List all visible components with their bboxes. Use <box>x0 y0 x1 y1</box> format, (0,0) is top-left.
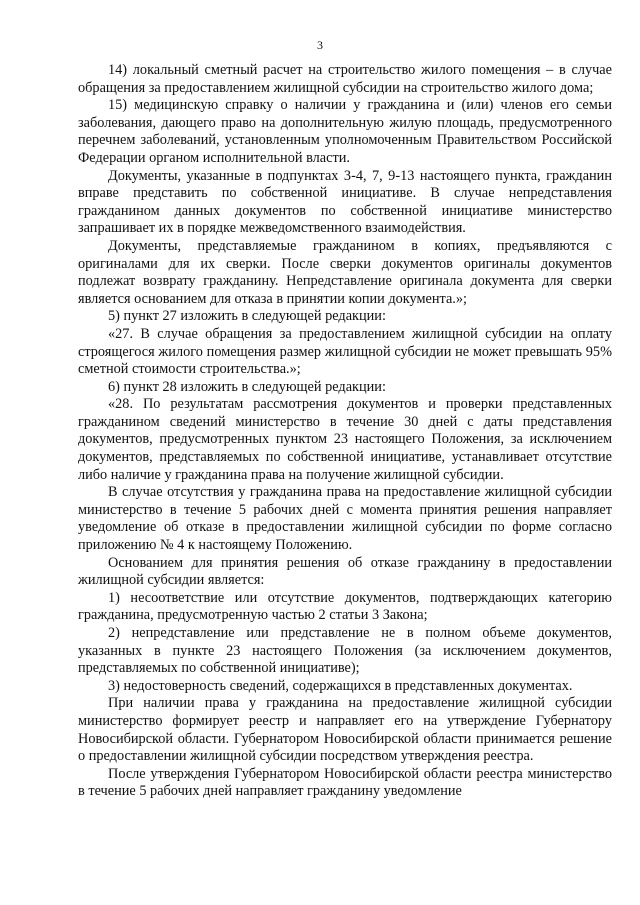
paragraph: 2) непредставление или представление не в полном объеме документов, указанных в пункте 23 настоящего Положения (за исключением документов, представляемых по собственной инициативе); <box>78 625 612 677</box>
page-number: 3 <box>317 38 323 52</box>
document-body <box>78 62 612 801</box>
paragraph: 3) недостоверность сведений, содержащихся в представленных документах. <box>108 677 573 694</box>
paragraph: Документы, указанные в подпунктах 3-4, 7, 9-13 настоящего пункта, гражданин вправе представить по собственной инициативе. В случае непредставления гражданином данных документов по собственной инициативе министерство запрашивает их в порядке межведомственного взаимодействия. <box>78 167 612 237</box>
paragraph: «28. По результатам рассмотрения документов и проверки представленных гражданином сведений министерство в течение 30 дней с даты представления документов, предусмотренных пунктом 23 настоящего Положения, за исключением документов, представляемых по собственной инициативе, устанавливает отсутствие либо наличие у гражданина права на получение жилищной субсидии. <box>78 396 612 483</box>
paragraph: В случае отсутствия у гражданина права на предоставление жилищной субсидии министерство в течение 5 рабочих дней с момента принятия решения направляет уведомление об отказе в предоставлении жилищной субсидии по форме согласно приложению № 4 к настоящему Положению. <box>78 484 612 554</box>
paragraph: «27. В случае обращения за предоставлением жилищной субсидии на оплату строящегося жилого помещения размер жилищной субсидии не может превышать 95% сметной стоимости строительства.»; <box>78 325 612 378</box>
paragraph: 14) локальный сметный расчет на строительство жилого помещения – в случае обращения за предоставлением жилищной субсидии на строительство жилого дома; <box>78 62 612 96</box>
paragraph: При наличии права у гражданина на предоставление жилищной субсидии министерство формирует реестр и направляет его на утверждение Губернатору Новосибирской области. Губернатором Новосибирской области принимается решение о предоставлении жилищной субсидии посредством утверждения реестра. <box>78 695 612 765</box>
paragraph: 15) медицинскую справку о наличии у гражданина и (или) членов его семьи заболевания, дающего право на дополнительную жилую площадь, предусмотренного перечнем заболеваний, установленным уполномоченным Правительством Российской Федерации органом исполнительной власти. <box>78 97 612 166</box>
paragraph: После утверждения Губернатором Новосибирской области реестра министерство в течение 5 рабочих дней направляет гражданину уведомление <box>78 765 612 800</box>
paragraph: Основанием для принятия решения об отказе гражданину в предоставлении жилищной субсидии является: <box>78 554 612 589</box>
paragraph: 5) пункт 27 изложить в следующей редакции: <box>108 308 386 325</box>
paragraph: 6) пункт 28 изложить в следующей редакции: <box>108 378 386 395</box>
paragraph: Документы, представляемые гражданином в копиях, предъявляются с оригиналами для их сверки. После сверки документов оригиналы документов подлежат возврату гражданину. Непредставление оригинала документа для сверки является основанием для отказа в принятии копии документа.»; <box>78 237 612 307</box>
paragraph: 1) несоответствие или отсутствие документов, подтверждающих категорию гражданина, предусмотренную частью 2 статьи 3 Закона; <box>78 589 612 624</box>
